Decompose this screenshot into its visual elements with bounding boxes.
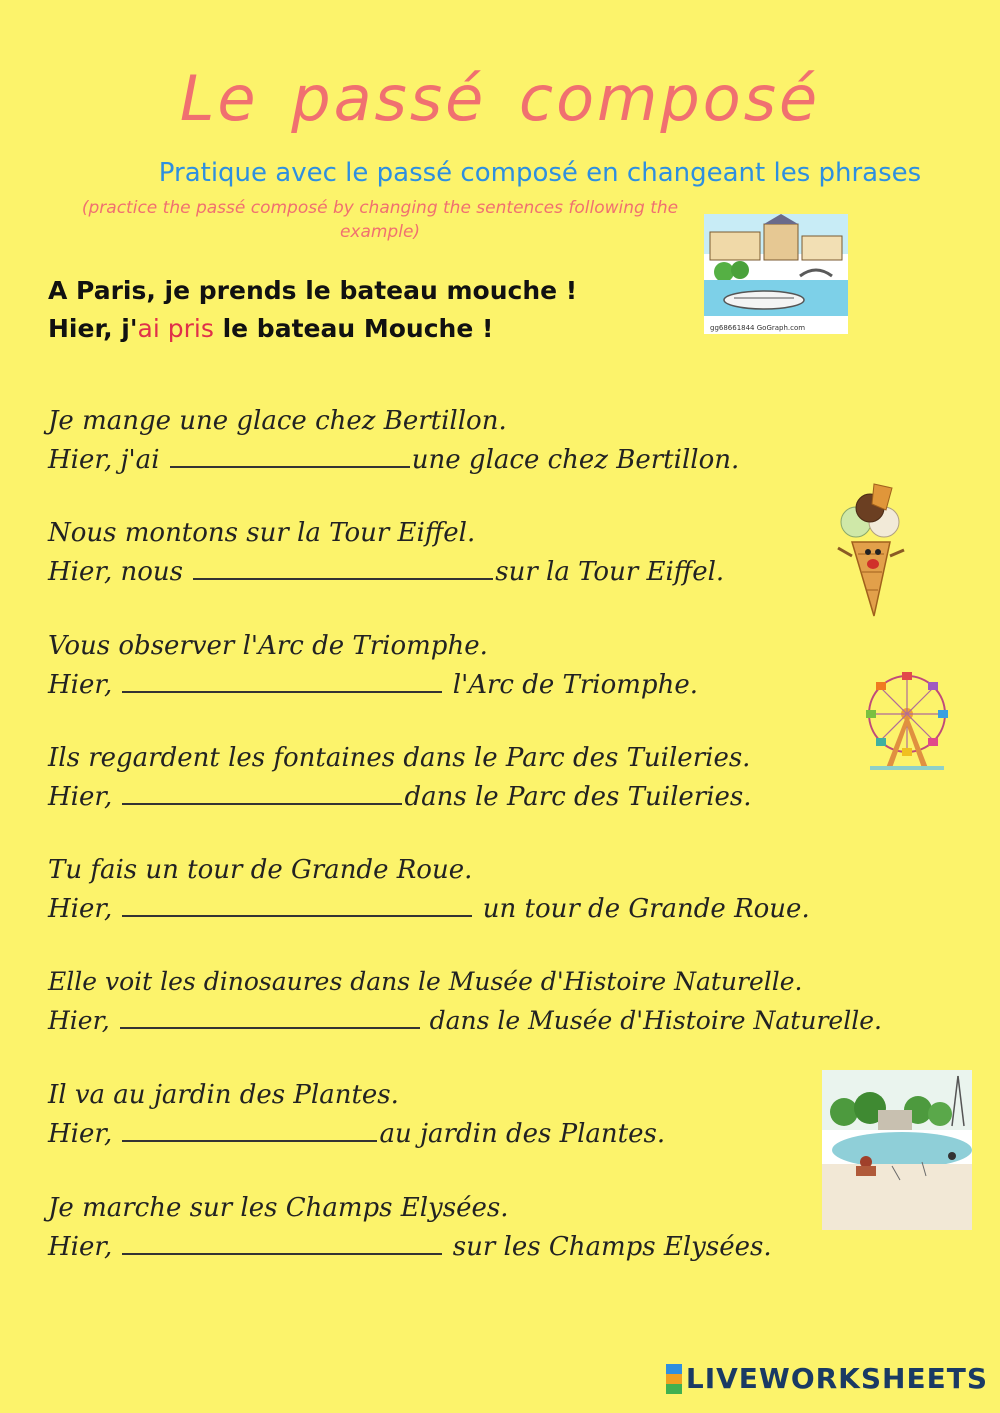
exercise-3-prefix: Hier, xyxy=(48,670,121,700)
exercise-7-prefix: Hier, xyxy=(48,1119,121,1149)
exercise-4-answer xyxy=(48,781,752,812)
subtitle: Pratique avec le passé composé en changeant les phrases xyxy=(158,158,922,188)
exercise-8-answer xyxy=(48,1231,772,1262)
exercise-8-prefix: Hier, xyxy=(48,1232,121,1262)
exercise-3-sentence: Vous observer l'Arc de Triomphe. xyxy=(48,631,488,661)
exercise-5-blank[interactable] xyxy=(122,893,472,917)
exercise-2-prefix: Hier, nous xyxy=(48,557,192,587)
example-sentence: A Paris, je prends le bateau mouche ! xyxy=(48,276,578,305)
exercise-5-prefix: Hier, xyxy=(48,894,121,924)
exercise-1-suffix: une glace chez Bertillon. xyxy=(411,445,740,475)
paris-image-caption: gg68661844 GoGraph.com xyxy=(710,324,806,332)
exercise-2-answer xyxy=(48,556,724,587)
exercise-4-prefix: Hier, xyxy=(48,782,121,812)
page-title: Le passé composé xyxy=(179,62,821,135)
exercise-7-answer xyxy=(48,1118,665,1149)
exercise-5-answer xyxy=(48,893,810,924)
exercise-8-blank[interactable] xyxy=(122,1231,442,1255)
exercise-8-sentence: Je marche sur les Champs Elysées. xyxy=(48,1193,509,1223)
ice-cream-image xyxy=(834,482,908,620)
exercise-6-suffix: dans le Musée d'Histoire Naturelle. xyxy=(421,1006,882,1035)
example-answer-highlight: ai pris xyxy=(137,314,214,343)
jardin-des-plantes-image xyxy=(822,1070,972,1230)
exercise-3-suffix: l'Arc de Triomphe. xyxy=(444,670,698,700)
exercise-7-blank[interactable] xyxy=(122,1118,377,1142)
exercise-5-sentence: Tu fais un tour de Grande Roue. xyxy=(48,855,473,885)
exercise-6-sentence: Elle voit les dinosaures dans le Musée d'Histoire Naturelle. xyxy=(48,967,803,996)
exercise-8-suffix: sur les Champs Elysées. xyxy=(444,1232,772,1262)
exercise-4-sentence: Ils regardent les fontaines dans le Parc des Tuileries. xyxy=(48,743,751,773)
paris-bateau-mouche-image xyxy=(704,214,848,334)
translation-note: (practice the passé composé by changing the sentences following the example) xyxy=(81,198,679,242)
exercise-6-answer xyxy=(48,1005,882,1035)
exercise-3-blank[interactable] xyxy=(122,669,442,693)
example-answer-suffix: le bateau Mouche ! xyxy=(213,314,494,343)
exercise-7-sentence: Il va au jardin des Plantes. xyxy=(48,1080,399,1110)
example-answer xyxy=(48,314,493,343)
exercise-6-blank[interactable] xyxy=(120,1005,420,1029)
exercise-2-blank[interactable] xyxy=(193,556,493,580)
logo-text: LIVEWORKSHEETS xyxy=(685,1362,988,1395)
exercise-1-answer xyxy=(48,444,739,475)
exercise-2-suffix: sur la Tour Eiffel. xyxy=(495,557,725,587)
liveworksheets-logo xyxy=(666,1362,988,1395)
exercise-6-prefix: Hier, xyxy=(48,1006,118,1035)
exercise-2-sentence: Nous montons sur la Tour Eiffel. xyxy=(48,518,476,548)
exercise-3-answer xyxy=(48,669,698,700)
logo-badge-icon xyxy=(666,1364,682,1394)
ferris-wheel-image xyxy=(860,670,954,772)
exercise-1-blank[interactable] xyxy=(170,444,410,468)
exercise-1-sentence: Je mange une glace chez Bertillon. xyxy=(48,406,507,436)
example-answer-prefix: Hier, j' xyxy=(48,314,138,343)
exercise-4-blank[interactable] xyxy=(122,781,402,805)
exercise-1-prefix: Hier, j'ai xyxy=(48,445,168,475)
exercise-7-suffix: au jardin des Plantes. xyxy=(379,1119,666,1149)
exercise-4-suffix: dans le Parc des Tuileries. xyxy=(404,782,752,812)
exercise-5-suffix: un tour de Grande Roue. xyxy=(474,894,810,924)
